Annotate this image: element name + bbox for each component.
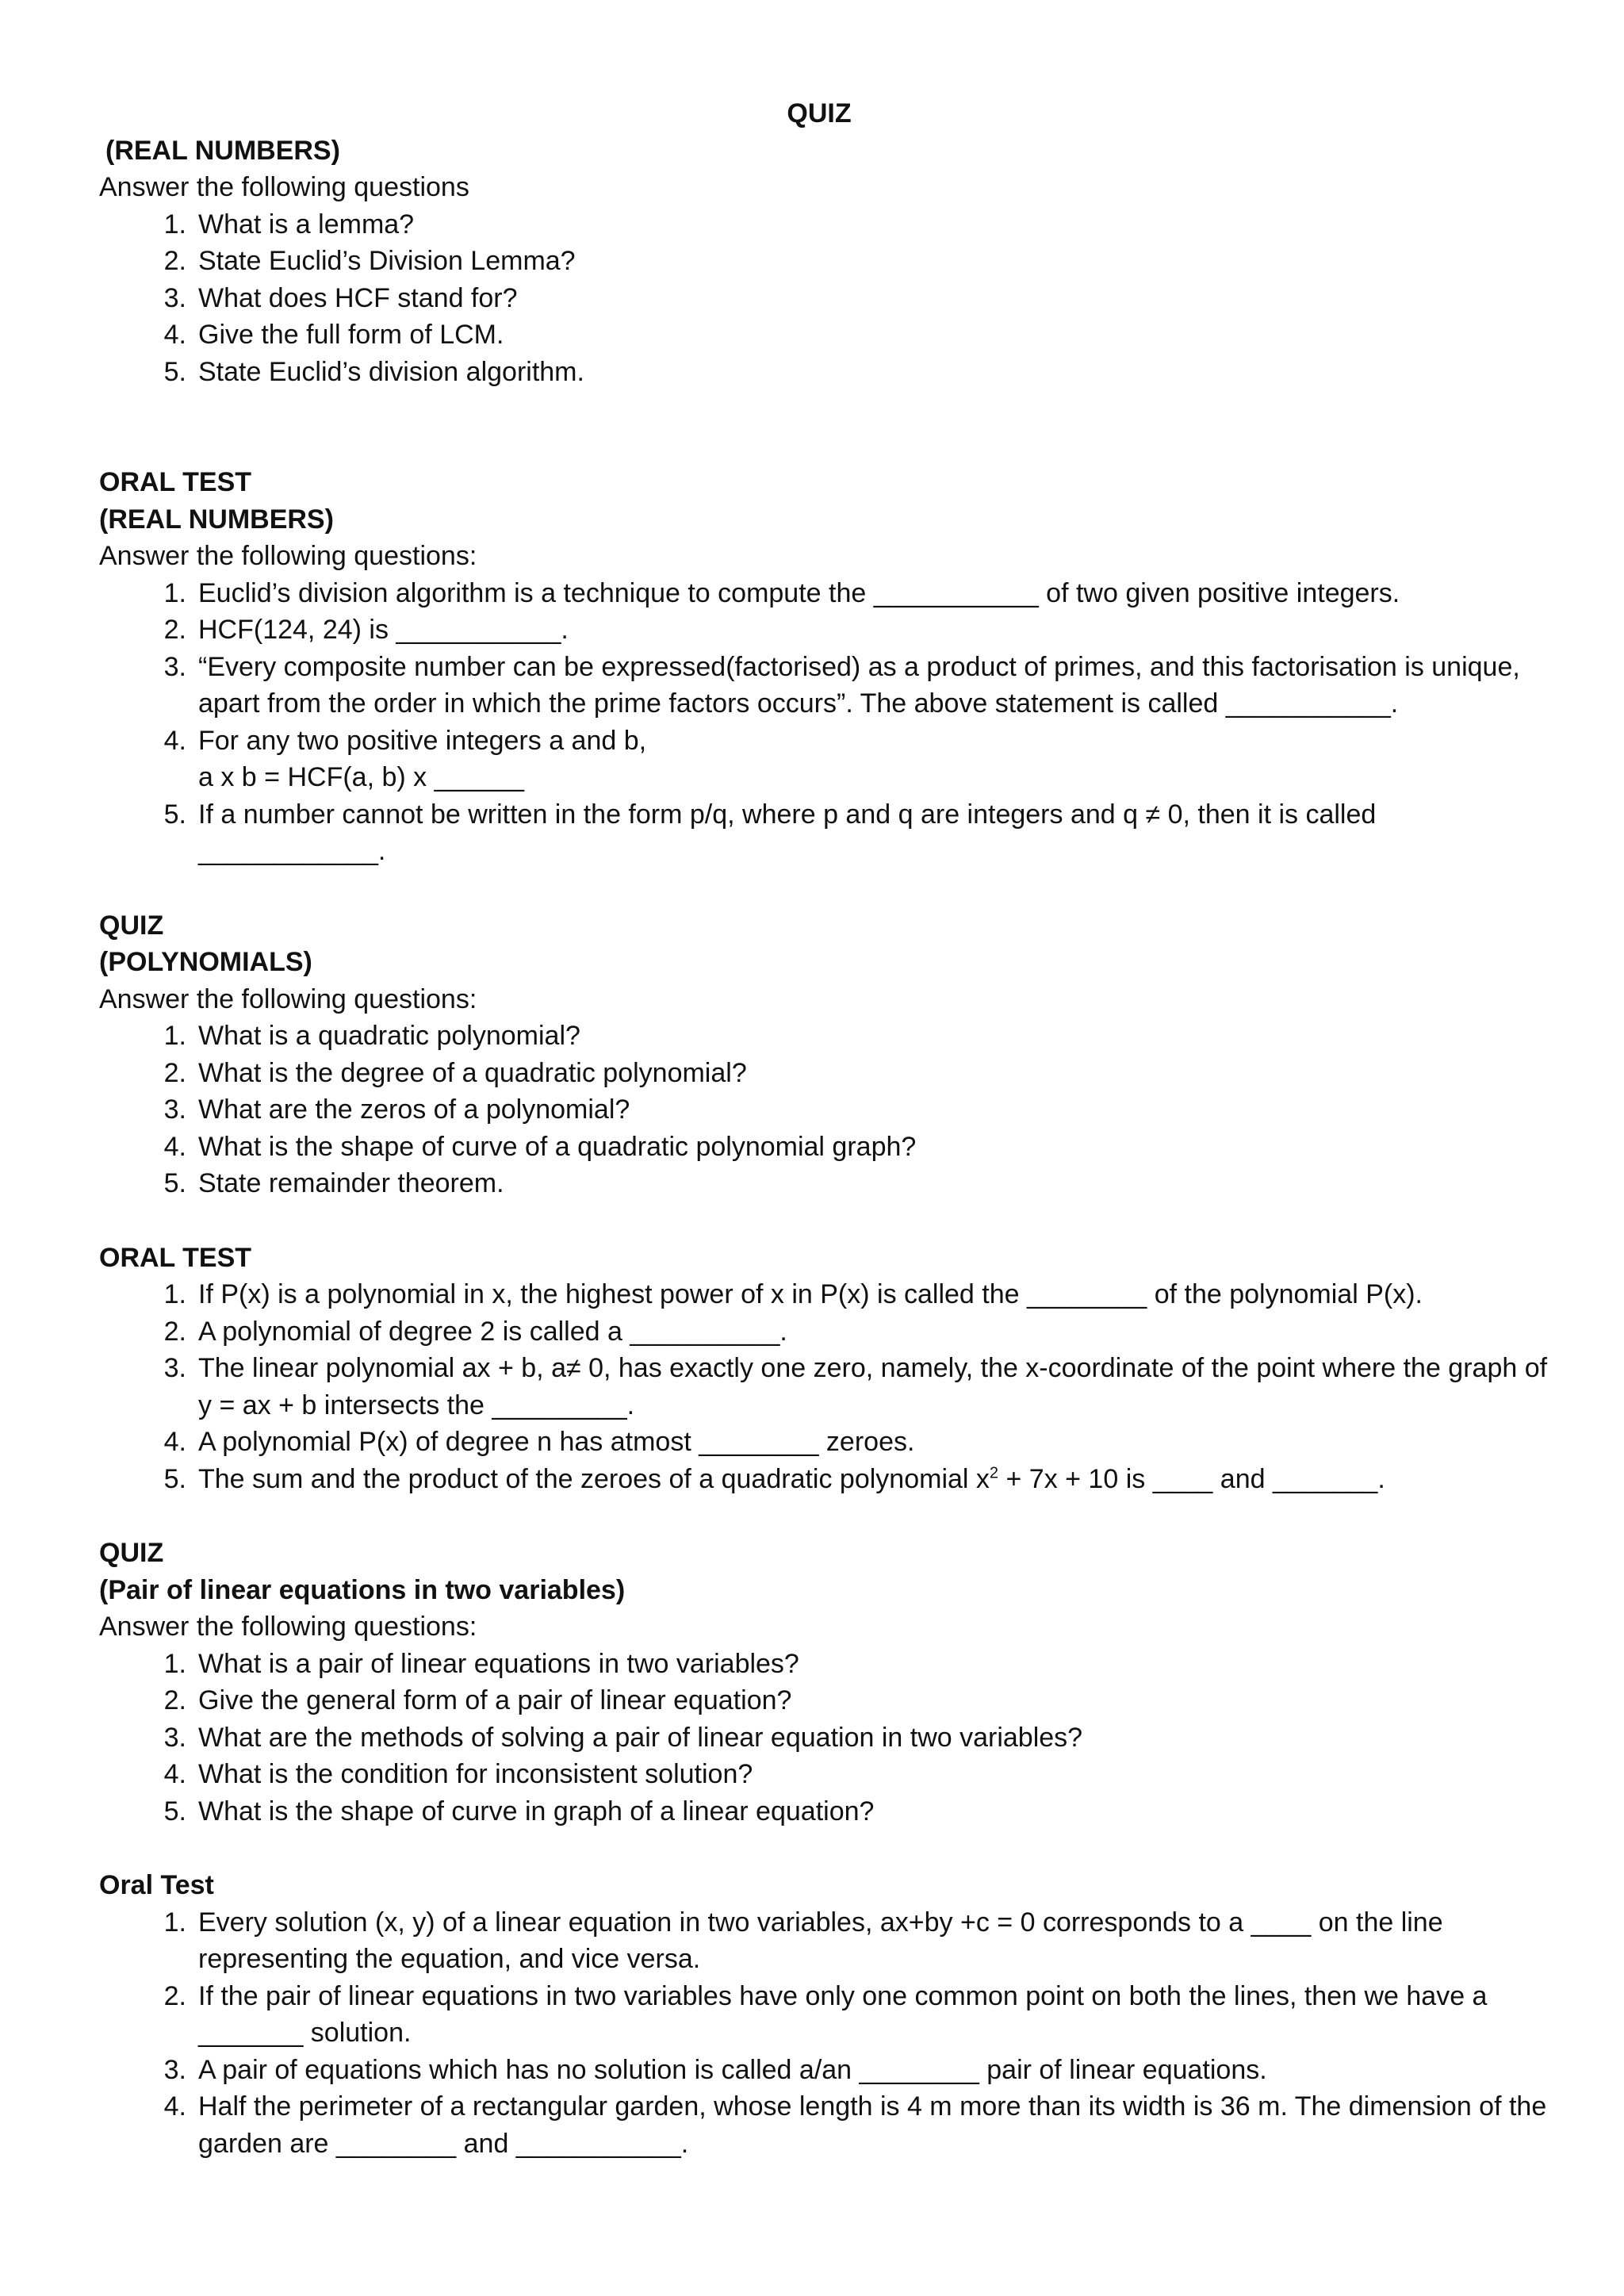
item-text: What are the zeros of a polynomial? — [198, 1094, 630, 1125]
item-text-after: + 7x + 10 is ____ and _______. — [998, 1463, 1385, 1494]
item-text: A polynomial P(x) of degree n has atmost ________ zeroes. — [198, 1427, 915, 1457]
section-intro: Answer the following questions: — [99, 541, 477, 571]
section-heading: ORAL TEST — [99, 1242, 252, 1273]
item-text: If P(x) is a polynomial in x, the highest power of x in P(x) is called the ________ of the polynomial P(x). — [198, 1279, 1423, 1309]
section-spacer — [99, 870, 1558, 907]
item-number: 2. — [163, 1980, 186, 2011]
section-heading: (REAL NUMBERS) — [105, 135, 340, 166]
list-item — [99, 649, 1558, 723]
section-spacer — [99, 1497, 1558, 1535]
item-text: A polynomial of degree 2 is called a __________. — [198, 1316, 787, 1347]
question-list — [99, 1018, 1558, 1202]
item-number: 3. — [163, 651, 186, 682]
item-text: What is the degree of a quadratic polynomial? — [198, 1057, 747, 1088]
list-item — [99, 1055, 1558, 1092]
item-number: 3. — [163, 2054, 186, 2085]
document-page — [99, 95, 1558, 2162]
section-spacer — [99, 1202, 1558, 1240]
list-item — [99, 1646, 1558, 1683]
list-item — [99, 1461, 1558, 1498]
question-list — [99, 1646, 1558, 1830]
item-number: 4. — [163, 725, 186, 756]
section-quiz-linear-equations — [99, 1535, 1558, 1830]
item-text: State Euclid’s division algorithm. — [198, 356, 584, 387]
section-oral-test-real-numbers — [99, 464, 1558, 870]
section-heading: QUIZ — [99, 910, 164, 941]
section-subheading: (REAL NUMBERS) — [99, 504, 334, 535]
item-number: 4. — [163, 1759, 186, 1789]
item-number: 1. — [163, 1279, 186, 1309]
section-heading: QUIZ — [99, 1538, 164, 1568]
section-subheading: (Pair of linear equations in two variables) — [99, 1574, 626, 1605]
list-item — [99, 1018, 1558, 1055]
item-text: What is the condition for inconsistent solution? — [198, 1759, 753, 1789]
list-item — [99, 575, 1558, 612]
list-item — [99, 1719, 1558, 1757]
item-number: 5. — [163, 1463, 186, 1494]
list-item — [99, 796, 1558, 870]
document-title: QUIZ — [787, 98, 852, 128]
item-number: 5. — [163, 1168, 186, 1198]
item-text: HCF(124, 24) is ___________. — [198, 615, 569, 645]
item-number: 3. — [163, 1722, 186, 1753]
section-heading: ORAL TEST — [99, 467, 252, 497]
item-number: 1. — [163, 1021, 186, 1051]
list-item — [99, 354, 1558, 391]
section-intro: Answer the following questions — [99, 172, 469, 202]
item-text: What is a lemma? — [198, 209, 415, 240]
item-text: For any two positive integers a and b, — [198, 725, 647, 756]
item-number: 2. — [163, 1316, 186, 1347]
section-intro: Answer the following questions: — [99, 983, 477, 1014]
item-number: 4. — [163, 1427, 186, 1457]
item-text: The sum and the product of the zeroes of a quadratic polynomial x — [198, 1463, 990, 1494]
item-text: Every solution (x, y) of a linear equation in two variables, ax+by +c = 0 corresponds to a ____ on the line representing the equation, and vice versa. — [198, 1907, 1443, 1974]
section-quiz-real-numbers — [99, 132, 1558, 391]
item-text: Give the full form of LCM. — [198, 320, 504, 350]
list-item — [99, 280, 1558, 317]
item-number: 2. — [163, 1685, 186, 1715]
item-text: What is a pair of linear equations in two variables? — [198, 1648, 799, 1679]
item-text: What is the shape of curve of a quadratic polynomial graph? — [198, 1131, 917, 1162]
item-text: Give the general form of a pair of linear equation? — [198, 1685, 792, 1715]
section-subheading: (POLYNOMIALS) — [99, 947, 312, 977]
item-number: 4. — [163, 1131, 186, 1162]
list-item — [99, 1129, 1558, 1166]
item-text: State Euclid’s Division Lemma? — [198, 246, 576, 276]
item-number: 2. — [163, 1057, 186, 1088]
item-text: A pair of equations which has no solution is called a/an ________ pair of linear equations. — [198, 2054, 1267, 2085]
item-text: If a number cannot be written in the form p/q, where p and q are integers and q ≠ 0, then it is called ____________. — [198, 799, 1377, 866]
section-quiz-polynomials — [99, 907, 1558, 1202]
item-text: What are the methods of solving a pair of linear equation in two variables? — [198, 1722, 1083, 1753]
list-item — [99, 1276, 1558, 1313]
list-item — [99, 1682, 1558, 1719]
item-text-line2: a x b = HCF(a, b) x ______ — [198, 762, 525, 792]
item-number: 1. — [163, 1907, 186, 1938]
section-spacer — [99, 390, 1558, 464]
item-number: 5. — [163, 356, 186, 387]
item-text: Euclid’s division algorithm is a technique to compute the ___________ of two given positive integers. — [198, 577, 1400, 608]
list-item — [99, 611, 1558, 649]
list-item — [99, 316, 1558, 354]
list-item — [99, 1756, 1558, 1793]
list-item — [99, 1904, 1558, 1978]
list-item — [99, 2088, 1558, 2162]
question-list — [99, 1904, 1558, 2163]
item-text: What is a quadratic polynomial? — [198, 1021, 580, 1051]
item-text: What does HCF stand for? — [198, 282, 518, 313]
item-number: 2. — [163, 615, 186, 645]
superscript-exponent: 2 — [989, 1464, 999, 1482]
list-item — [99, 1313, 1558, 1351]
list-item — [99, 2052, 1558, 2089]
item-number: 2. — [163, 246, 186, 276]
item-text: If the pair of linear equations in two variables have only one common point on both the lines, then we have a _______ solution. — [198, 1980, 1488, 2048]
item-text: “Every composite number can be expressed(factorised) as a product of primes, and this factorisation is unique, apart from the order in which the prime factors occurs”. The above statement is called ___________. — [198, 651, 1520, 719]
question-list — [99, 1276, 1558, 1497]
list-item — [99, 723, 1558, 796]
item-text: State remainder theorem. — [198, 1168, 504, 1198]
list-item — [99, 1424, 1558, 1461]
item-number: 1. — [163, 209, 186, 240]
item-number: 1. — [163, 1648, 186, 1679]
item-number: 3. — [163, 1353, 186, 1383]
item-number: 5. — [163, 799, 186, 830]
list-item — [99, 1978, 1558, 2052]
item-number: 3. — [163, 282, 186, 313]
section-oral-test-polynomials — [99, 1240, 1558, 1498]
list-item — [99, 1091, 1558, 1129]
list-item — [99, 1165, 1558, 1202]
question-list — [99, 206, 1558, 391]
section-oral-test-linear-equations — [99, 1867, 1558, 2162]
item-number: 4. — [163, 320, 186, 350]
question-list — [99, 575, 1558, 870]
item-number: 5. — [163, 1796, 186, 1826]
item-text: What is the shape of curve in graph of a linear equation? — [198, 1796, 875, 1826]
section-spacer — [99, 1830, 1558, 1867]
list-item — [99, 1793, 1558, 1830]
item-text: The linear polynomial ax + b, a≠ 0, has exactly one zero, namely, the x-coordinate of the point where the graph of y = ax + b intersects the _________. — [198, 1353, 1548, 1420]
list-item — [99, 1350, 1558, 1424]
item-number: 1. — [163, 577, 186, 608]
list-item — [99, 206, 1558, 243]
section-intro: Answer the following questions: — [99, 1612, 477, 1642]
item-number: 3. — [163, 1094, 186, 1125]
item-number: 4. — [163, 2091, 186, 2122]
item-text: Half the perimeter of a rectangular garden, whose length is 4 m more than its width is 36 m. The dimension of the garden are ________ and ___________. — [198, 2091, 1547, 2159]
section-heading: Oral Test — [99, 1870, 214, 1900]
list-item — [99, 243, 1558, 280]
